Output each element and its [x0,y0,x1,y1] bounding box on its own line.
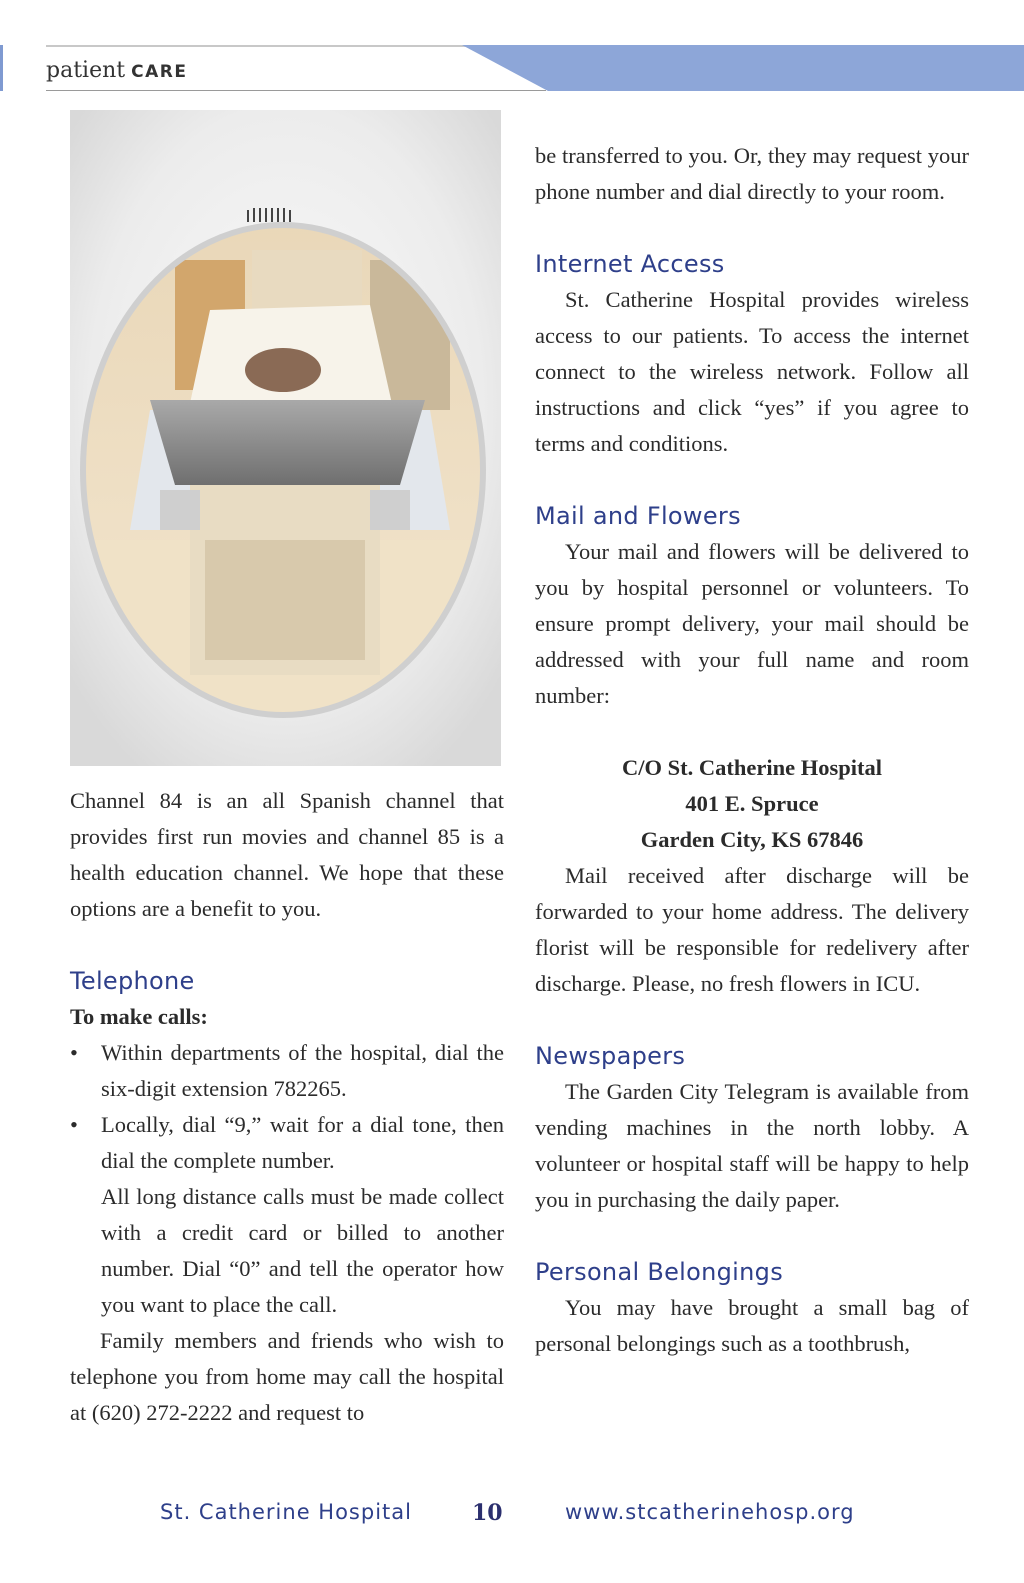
left-column [70,783,504,1431]
newspapers-body: The Garden City Telegram is available from vending machines in the north lobby. A volunteer or hospital staff will be happy to help you in purchasing the daily paper. [535,1079,969,1212]
mail-body: Your mail and flowers will be delivered to you by hospital personnel or volunteers. To ensure prompt delivery, your mail should be addressed with your full name and room number: [535,539,969,708]
bullet-icon: • [70,1112,78,1137]
footer-hospital-name: St. Catherine Hospital [160,1500,412,1524]
internet-heading: Internet Access [535,250,725,278]
right-column [535,138,969,1362]
section-title-suffix: CARE [131,62,188,82]
header-underline [46,90,546,91]
channel-intro: Channel 84 is an all Spanish channel that provides first run movies and channel 85 is a health education channel. We hope that these options are a benefit to you. [70,788,504,921]
list-item [70,1107,504,1179]
mri-scanner-photo [70,110,501,766]
page-number: 10 [472,1500,503,1526]
telephone-continuation: be transferred to you. Or, they may request your phone number and dial directly to your room. [535,143,969,204]
list-item [70,1035,504,1107]
section-title-prefix: patient [46,58,126,83]
telephone-heading: Telephone [70,967,195,995]
mailing-address [535,750,969,858]
belongings-body: You may have brought a small bag of personal belongings such as a toothbrush, [535,1295,969,1356]
bullet-icon: • [70,1040,78,1065]
bullet-text: Locally, dial “9,” wait for a dial tone, then dial the complete number. [101,1112,504,1173]
belongings-heading: Personal Belongings [535,1258,783,1286]
address-line: C/O St. Catherine Hospital [621,755,882,780]
mail-after-discharge: Mail received after discharge will be forwarded to your home address. The delivery florist will be responsible for redelivery after discharge. Please, no fresh flowers in ICU. [535,863,969,996]
footer-website-link[interactable]: www.stcatherinehosp.org [565,1500,855,1524]
mail-heading: Mail and Flowers [535,502,741,530]
header-left-tick [0,45,3,91]
family-calls-text: Family members and friends who wish to telephone you from home may call the hospital at (620) 272-2222 and request to [70,1328,504,1425]
bullet-text: Within departments of the hospital, dial the six-digit extension 782265. [101,1040,504,1101]
telephone-bullet-list [70,1035,504,1179]
section-title [46,58,187,83]
newspapers-heading: Newspapers [535,1042,686,1070]
telephone-subheading: To make calls: [70,1004,208,1029]
long-distance-text: All long distance calls must be made collect with a credit card or billed to another number. Dial “0” and tell the operator how you want to place the call. [101,1184,504,1317]
address-line: 401 E. Spruce [685,791,819,816]
internet-body: St. Catherine Hospital provides wireless access to our patients. To access the internet connect to the wireless network. Follow all instructions and click “yes” if you agree to terms and conditions. [535,287,969,456]
address-line: Garden City, KS 67846 [640,827,864,852]
